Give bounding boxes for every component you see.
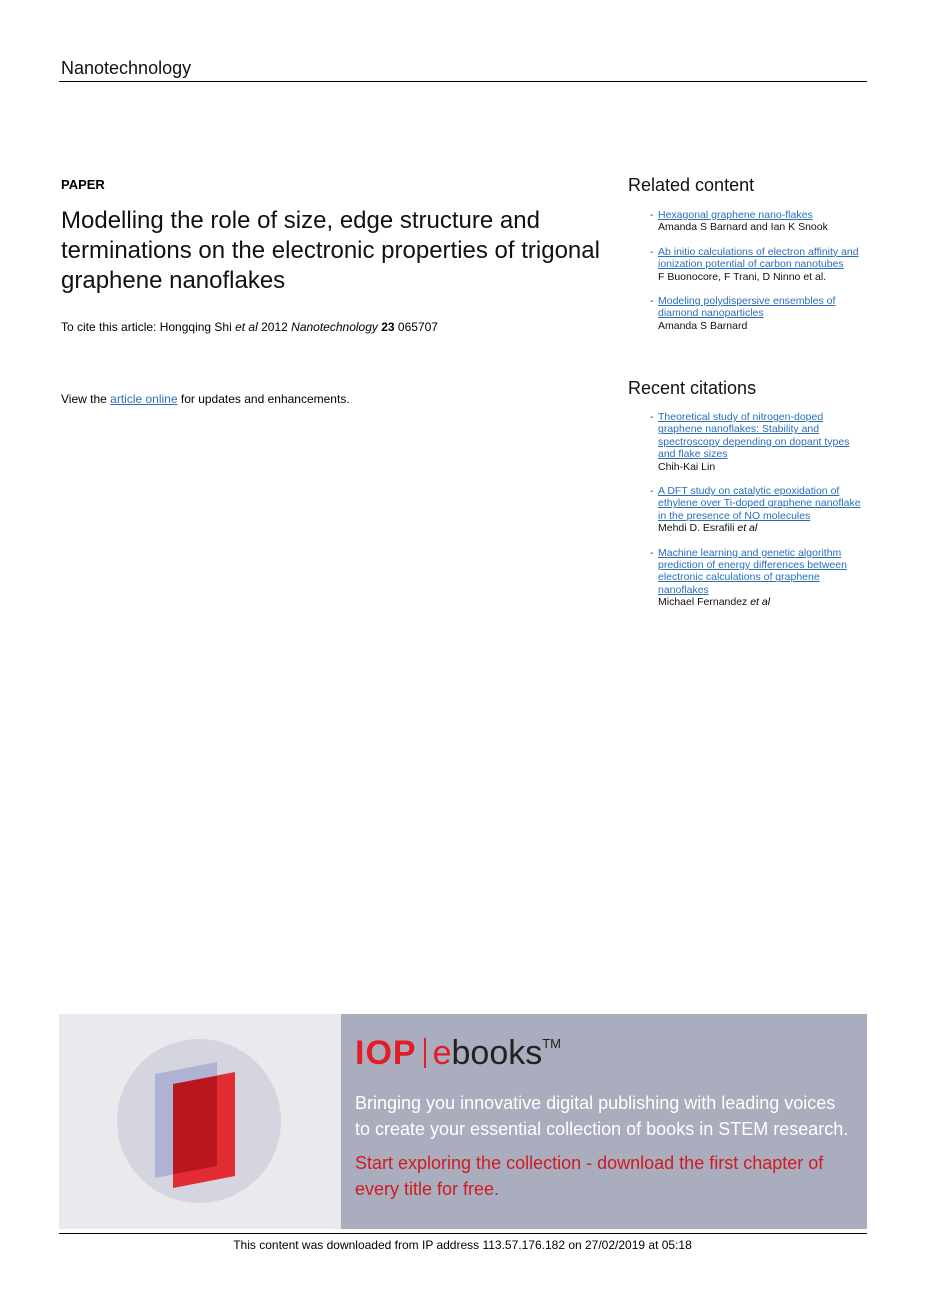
- list-item: [650, 411, 865, 473]
- related-authors: Amanda S Barnard and Ian K Snook: [658, 221, 828, 234]
- cite-prefix: To cite this article: Hongqing Shi: [61, 320, 236, 334]
- article-title: Modelling the role of size, edge structure and terminations on the electronic properties of trigonal graphene nanoflakes: [61, 207, 600, 294]
- list-item: [650, 209, 865, 234]
- citation-link[interactable]: Machine learning and genetic algorithm prediction of energy differences between electronic calculations of graphene nanoflakes: [658, 546, 847, 596]
- list-item: [650, 547, 865, 609]
- iop-ebooks-banner[interactable]: [59, 1014, 867, 1229]
- article-online-link[interactable]: article online: [110, 392, 178, 406]
- recent-citations-list: [650, 411, 865, 621]
- brand-books: books: [451, 1034, 543, 1072]
- cite-number: 065707: [394, 320, 438, 334]
- dash-bullet: -: [650, 546, 654, 559]
- related-link[interactable]: Hexagonal graphene nano-flakes: [658, 209, 813, 221]
- banner-text-panel: [341, 1014, 867, 1229]
- citation-authors: Mehdi D. Esrafili: [658, 522, 738, 535]
- citation-link[interactable]: A DFT study on catalytic epoxidation of ethylene over Ti-doped graphene nanoflake in the presence of NO molecules: [658, 485, 861, 522]
- dash-bullet: -: [650, 209, 654, 221]
- cite-year: 2012: [257, 320, 292, 334]
- citation-authors-etal: et al: [737, 522, 758, 535]
- download-notice: This content was downloaded from IP address 113.57.176.182 on 27/02/2019 at 05:18: [233, 1238, 692, 1252]
- dash-bullet: -: [650, 411, 654, 423]
- related-content-list: [650, 209, 865, 344]
- banner-graphic-panel: [59, 1014, 341, 1229]
- related-link[interactable]: Ab initio calculations of electron affinity and ionization potential of carbon nanotubes: [658, 245, 859, 271]
- brand-tm: TM: [542, 1036, 562, 1051]
- dash-bullet: -: [650, 295, 654, 308]
- citation-authors-etal: et al: [750, 596, 771, 609]
- brand-divider: [424, 1038, 426, 1068]
- view-online-line: [61, 392, 350, 406]
- dash-bullet: -: [650, 485, 654, 498]
- iop-ebooks-logo: [355, 1034, 561, 1073]
- article-type-label: PAPER: [61, 177, 105, 192]
- list-item: [650, 295, 865, 332]
- banner-tagline: Bringing you innovative digital publishing with leading voices to create your essential collection of books in STEM research.: [355, 1093, 849, 1139]
- citation-authors: Michael Fernandez: [658, 596, 751, 609]
- brand-e: e: [432, 1034, 452, 1072]
- citation-line: [61, 320, 438, 334]
- list-item: [650, 246, 865, 283]
- cite-volume: 23: [381, 320, 395, 334]
- brand-iop: IOP: [355, 1034, 417, 1072]
- related-content-heading: Related content: [628, 175, 755, 195]
- header-rule: [59, 81, 867, 82]
- citation-link[interactable]: Theoretical study of nitrogen-doped graphene nanoflakes: Stability and spectroscopy depending on dopant types and flake sizes: [658, 411, 850, 461]
- citation-authors: Chih-Kai Lin: [658, 460, 716, 473]
- book-logo-icon: [59, 1014, 341, 1229]
- banner-call-to-action: Start exploring the collection - download the first chapter of every title for free.: [355, 1153, 824, 1199]
- cite-journal: Nanotechnology: [291, 320, 378, 334]
- footer-rule: [59, 1233, 867, 1234]
- list-item: [650, 485, 865, 535]
- view-prefix: View the: [61, 392, 111, 406]
- cite-etal: et al: [235, 320, 258, 334]
- dash-bullet: -: [650, 245, 654, 258]
- related-link[interactable]: Modeling polydispersive ensembles of diamond nanoparticles: [658, 295, 836, 320]
- related-authors: Amanda S Barnard: [658, 319, 748, 332]
- journal-name: Nanotechnology: [61, 58, 192, 78]
- view-suffix: for updates and enhancements.: [177, 392, 350, 406]
- related-authors: F Buonocore, F Trani, D Ninno et al.: [658, 270, 827, 283]
- recent-citations-heading: Recent citations: [628, 378, 757, 398]
